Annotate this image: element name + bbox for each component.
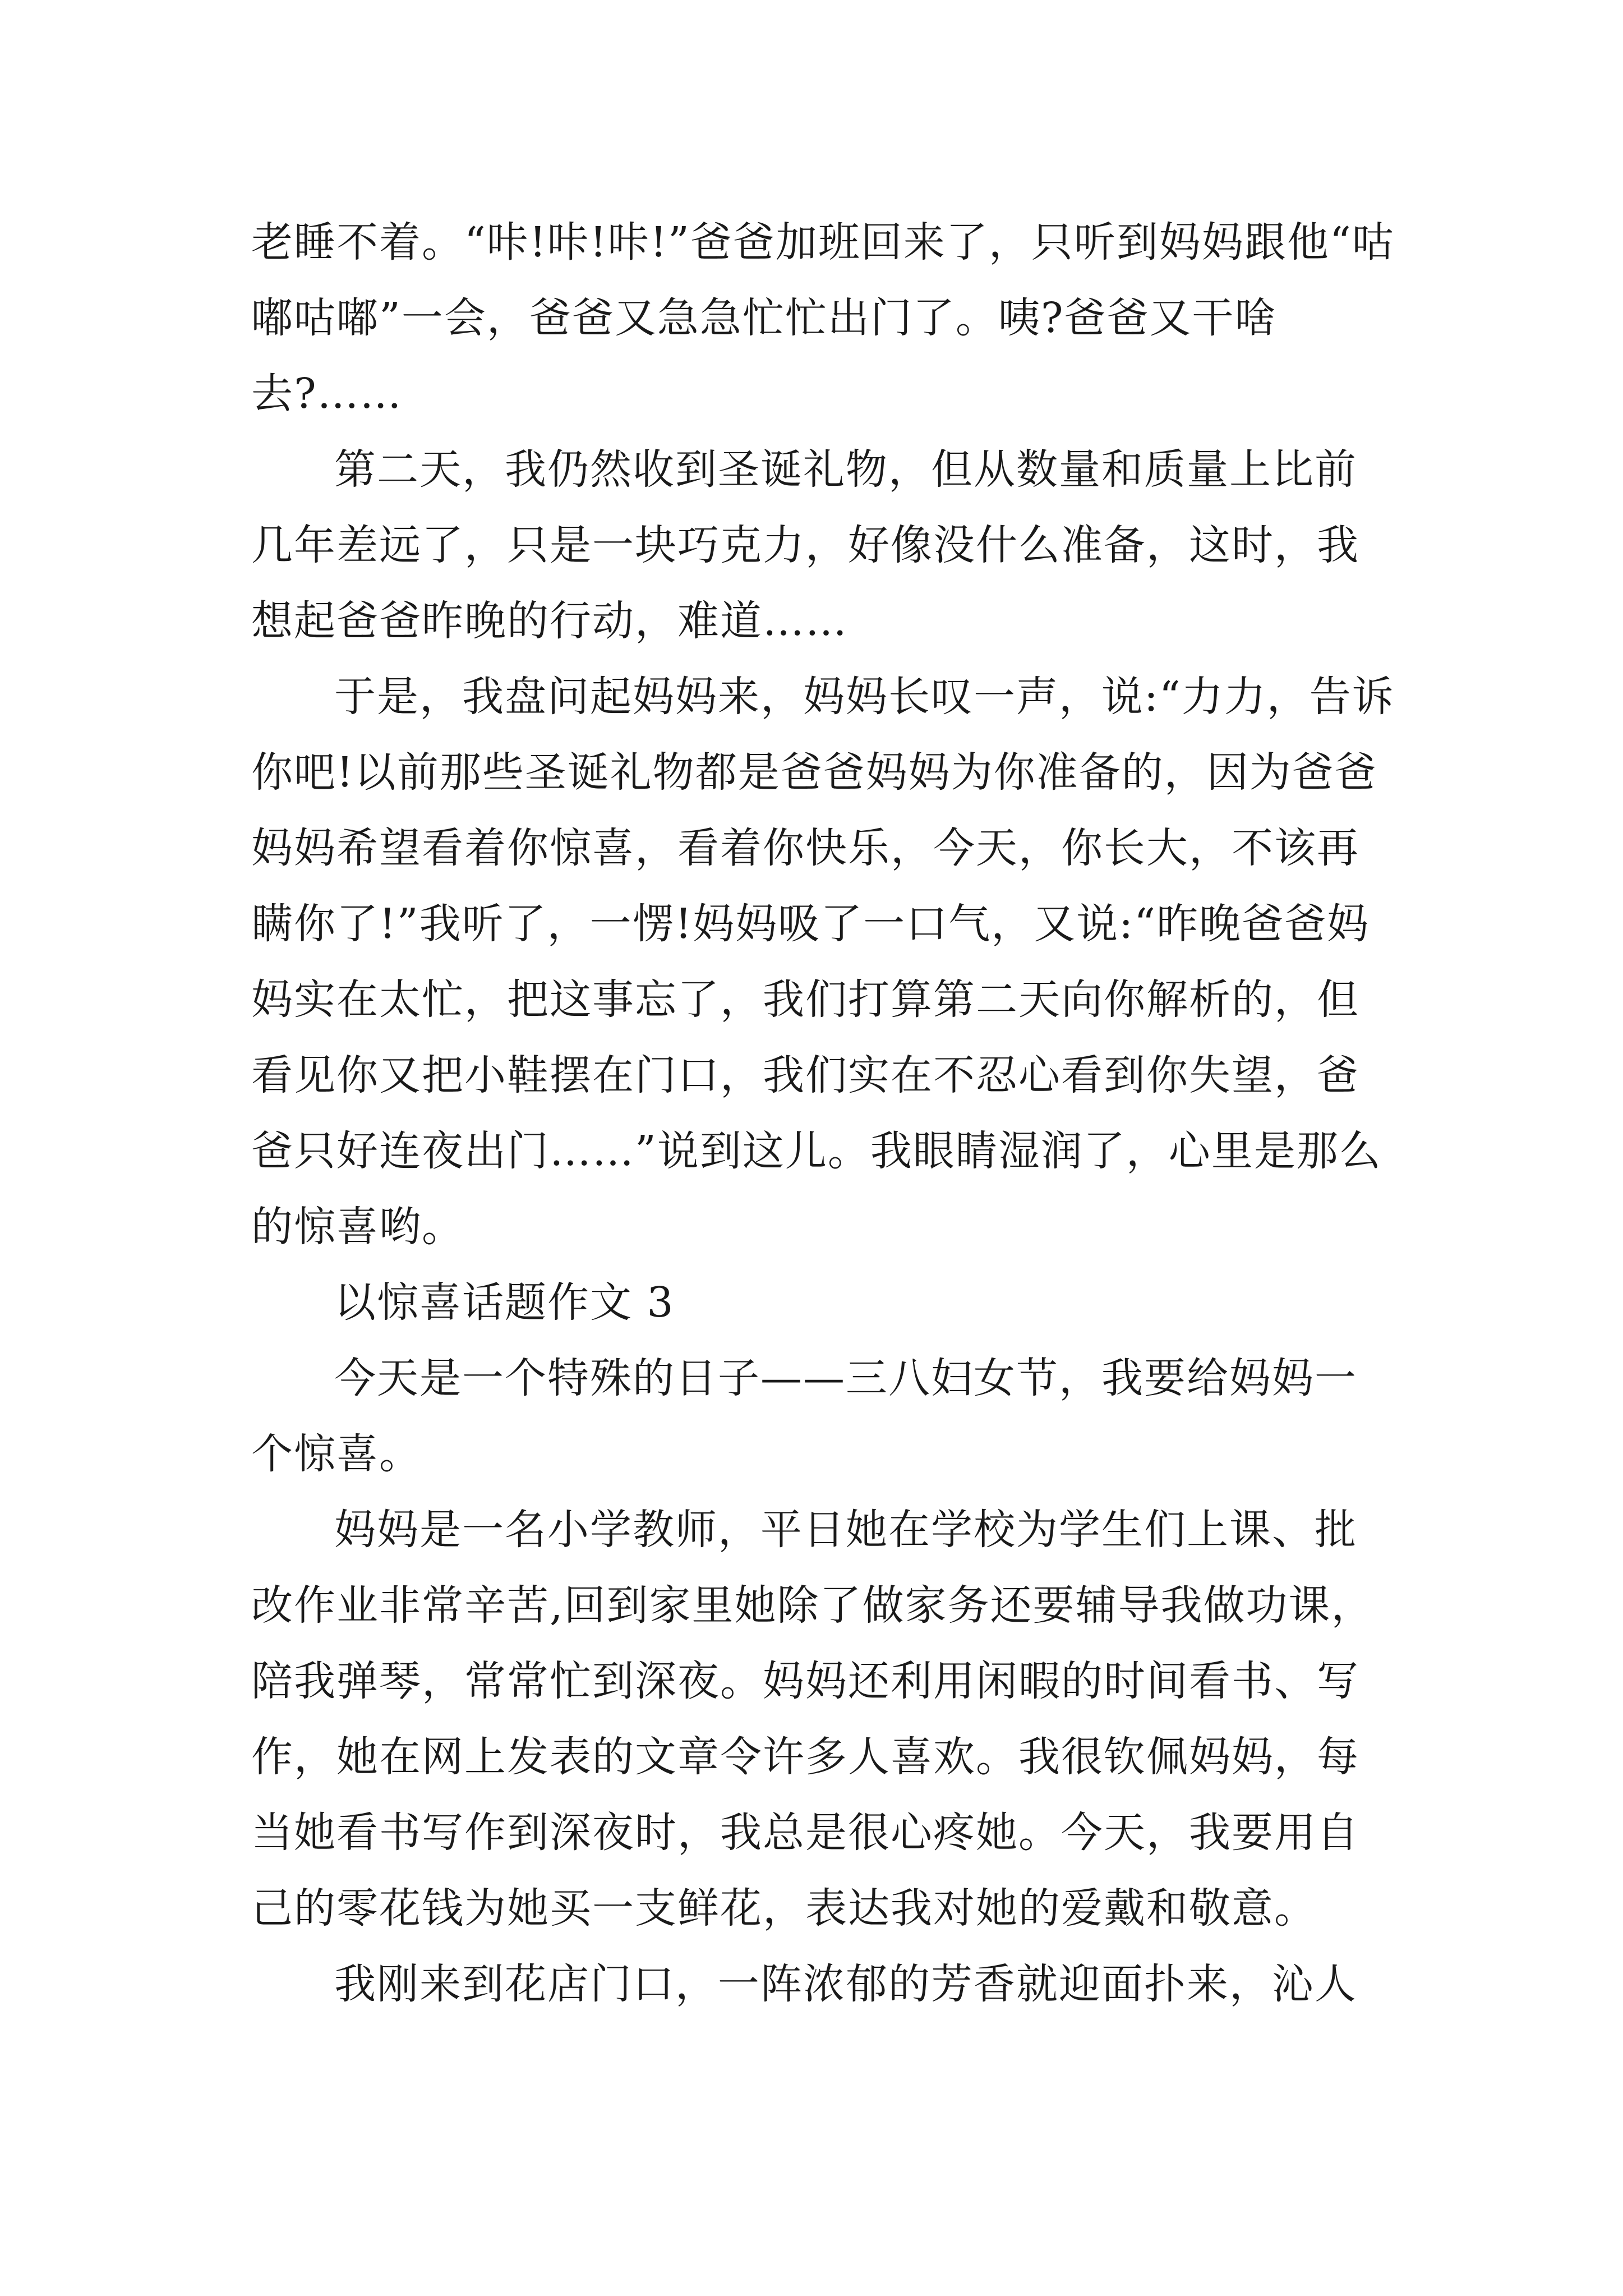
- paragraph-4: 今天是一个特殊的日子——三八妇女节，我要给妈妈一个惊喜。: [251, 1354, 1357, 1478]
- paragraph-6: 我刚来到花店门口，一阵浓郁的芳香就迎面扑来，沁人: [334, 1960, 1357, 2008]
- paragraph-3: 于是，我盘问起妈妈来，妈妈长叹一声，说:“力力，告诉你吧!以前那些圣诞礼物都是爸爸妈妈为你准备的，因为爸爸妈妈希望看着你惊喜，看着你快乐，今天，你长大，不该再瞒你了!”我听了，一愣!妈妈吸了一口气，又说:“昨晚爸爸妈妈实在太忙，把这事忘了，我们打算第二天向你解析的，但看见你又把小鞋摆在门口，我们实在不忍心看到你失望，爸爸只好连夜出门……”说到这儿。我眼睛湿润了，心里是那么的惊喜哟。: [251, 673, 1395, 1251]
- paragraph-2: 第二天，我仍然收到圣诞礼物，但从数量和质量上比前几年差远了，只是一块巧克力，好像没什么准备，这时，我想起爸爸昨晚的行动，难道……: [251, 445, 1359, 645]
- document-body: [251, 205, 1395, 2022]
- paragraph-1: 老睡不着。“咔!咔!咔!”爸爸加班回来了，只听到妈妈跟他“咕嘟咕嘟”一会，爸爸又急急忙忙出门了。咦?爸爸又干啥去?……: [251, 218, 1395, 418]
- paragraph-5: 妈妈是一名小学教师，平日她在学校为学生们上课、批改作业非常辛苦,回到家里她除了做家务还要辅导我做功课，陪我弹琴，常常忙到深夜。妈妈还利用闲暇的时间看书、写作，她在网上发表的文章令许多人喜欢。我很钦佩妈妈，每当她看书写作到深夜时，我总是很心疼她。今天，我要用自己的零花钱为她买一支鲜花，表达我对她的爱戴和敬意。: [251, 1506, 1374, 1932]
- section-heading: 以惊喜话题作文 3: [334, 1278, 675, 1327]
